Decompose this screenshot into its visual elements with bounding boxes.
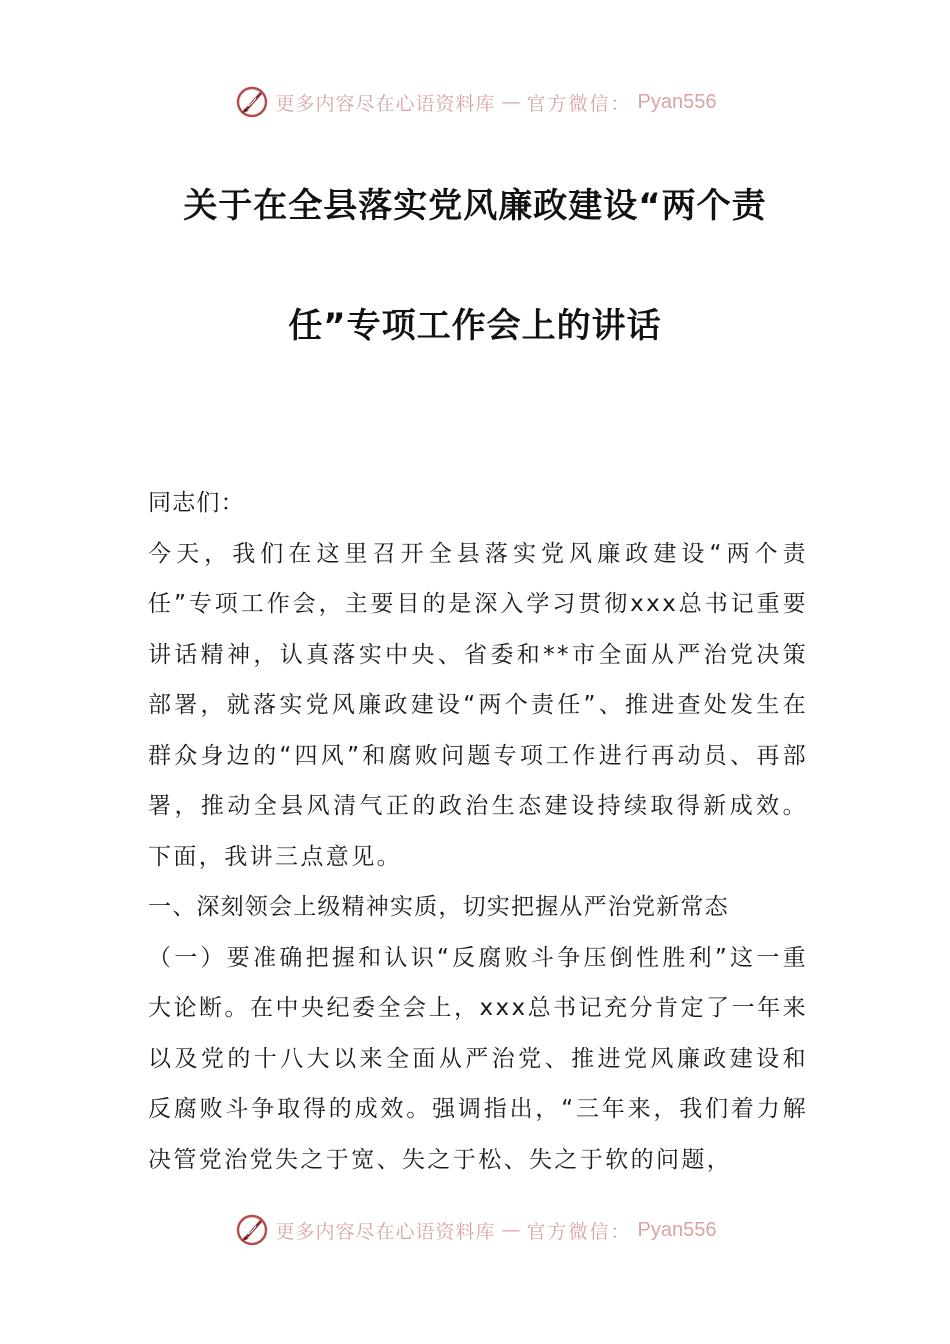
footer-watermark — [0, 1210, 950, 1250]
header-watermark — [0, 82, 950, 122]
wechat-id: Pyan556 — [637, 90, 717, 113]
wechat-id: Pyan556 — [637, 1218, 717, 1241]
section-heading-1: 一、深刻领会上级精神实质，切实把握从严治党新常态 — [148, 894, 729, 920]
quill-logo-icon — [234, 1212, 270, 1248]
quill-logo-icon — [234, 84, 270, 120]
document-body — [148, 478, 808, 1185]
brand-text: 更多内容尽在心语资料库 — [275, 1220, 496, 1243]
wechat-label: 官方微信： — [526, 1220, 632, 1243]
brand-separator: — — [501, 1219, 521, 1241]
paragraph-subsection-1: （一）要准确把握和认识“反腐败斗争压倒性胜利”这一重大论断。在中央纪委全会上，xxx总书记充分肯定了一年来以及党的十八大以来全面从严治党、推进党风廉政建设和反腐败斗争取得的成效。强调指出，“三年来，我们着力解决管党治党失之于宽、失之于松、失之于软的问题， — [148, 944, 808, 1173]
brand-text: 更多内容尽在心语资料库 — [275, 92, 496, 115]
wechat-label: 官方微信： — [526, 92, 632, 115]
document-title-line-1: 关于在全县落实党风廉政建设“两个责 — [183, 186, 767, 226]
paragraph-intro: 今天，我们在这里召开全县落实党风廉政建设“两个责任”专项工作会，主要目的是深入学习贯彻xxx总书记重要讲话精神，认真落实中央、省委和**市全面从严治党决策部署，就落实党风廉政建设“两个责任”、推进查处发生在群众身边的“四风”和腐败问题专项工作进行再动员、再部署，推动全县风清气正的政治生态建设持续取得新成效。下面，我讲三点意见。 — [148, 540, 808, 870]
brand-separator: — — [501, 91, 521, 113]
document-title-line-2: 任”专项工作会上的讲话 — [288, 306, 662, 346]
greeting: 同志们： — [148, 490, 245, 516]
